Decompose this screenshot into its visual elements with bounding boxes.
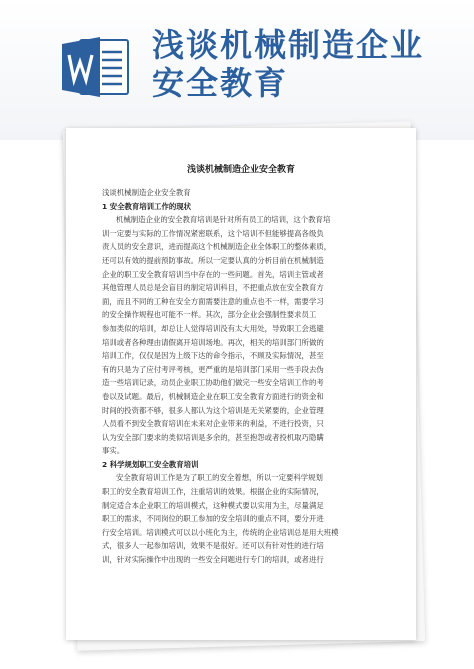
paragraph-line: 职工的需求，不同岗位的职工参加的安全培训的重点不同，要分开进 — [102, 514, 324, 524]
subtitle-line: 浅谈机械制造企业安全教育 — [102, 188, 191, 197]
section-heading-2: 2 科学规划职工安全教育培训 — [102, 459, 199, 469]
paragraph-line: 培训工作，仅仅是因为上级下达的命令指示，不顾及实际情况，甚至 — [102, 351, 324, 361]
paragraph-line: 卷以及试题。最后，机械制造企业在职工安全教育方面进行的资金和 — [102, 391, 324, 401]
paragraph-line: 培训或者各种理由请假离开培训场地。再次，相关的培训部门所做的 — [102, 337, 324, 347]
paragraph-line: 其他管理人员总是会盲目的制定培训科目，不把重点放在安全教育方 — [102, 283, 324, 293]
banner-title-line-2: 安全教育 — [152, 64, 289, 102]
paragraph-line: 训一定要与实际的工作情况紧密联系，这个培训不但能够提高各级负 — [102, 228, 324, 238]
paragraph-line: 行安全培训。培训模式可以以小班化为主，传统的企业培训总是用大班模 — [102, 527, 339, 537]
paragraph-line: 式，很多人一起参加培训，效果不是很好。还可以有针对性的进行培 — [102, 541, 324, 551]
paragraph-line: 机械制造企业的安全教育培训是针对所有员工的培训，这个教育培 — [116, 215, 331, 225]
paragraph-line: 造一些培训记录，动员企业职工协助他们做完一些安全培训工作的考 — [102, 378, 324, 388]
banner-title — [152, 26, 462, 102]
paragraph-line: 责人员的安全意识，进而提高这个机械制造企业全体职工的整体素质， — [102, 242, 332, 252]
document-title: 浅谈机械制造企业安全教育 — [186, 165, 295, 175]
paragraph-line: 安全教育培训工作是为了职工的安全着想，所以一定要科学规划 — [116, 473, 323, 483]
paragraph-line: 时间的投资都不够，很多人都认为这个培训是无关紧要的，企业管理 — [102, 405, 324, 415]
paragraph-line: 制定适合本企业职工的培训模式，这种模式要以实用为主，尽量满足 — [102, 500, 324, 510]
document-page — [66, 128, 416, 640]
paragraph-line: 的安全操作规程也可能不一样。其次，部分企业会强制性要求员工 — [102, 310, 317, 320]
paragraph-line: 事实。 — [102, 446, 125, 456]
paragraph-line: 训，针对实际操作中出现的一些安全问题进行专门的培训，或者进行 — [102, 555, 324, 565]
document-body — [102, 186, 380, 567]
paragraph-line: 参加类似的培训，却总让人觉得培训没有太大用处，导致职工会逃避 — [102, 323, 324, 333]
paragraph-line: 认为安全部门要求的类似培训是多余的，甚至抱怨或者投机取巧隐瞒 — [102, 432, 324, 442]
paragraph-line: 有的只是为了应付考评考核，更严重的是培训部门采用一些手段去伪 — [102, 364, 324, 374]
paragraph-line: 人员看不到安全教育培训在未来对企业带来的利益，不进行投资，只 — [102, 419, 324, 429]
section-heading-1: 1 安全教育培训工作的现状 — [102, 201, 192, 211]
paragraph-line: 职工的安全教育培训工作，注重培训的效果。根据企业的实际情况， — [102, 487, 324, 497]
paragraph-line: 企业的职工安全教育培训当中存在的一些问题。首先，培训主管或者 — [102, 269, 324, 279]
banner-title-line-1: 浅谈机械制造企业 — [152, 26, 425, 64]
paragraph-line: 还可以有效的提前预防事故。所以一定要认真的分析目前在机械制造 — [102, 255, 324, 265]
paragraph-line: 面，而且不同的工种在安全方面需要注意的重点也不一样，需要学习 — [102, 296, 324, 306]
word-document-icon — [62, 36, 132, 98]
